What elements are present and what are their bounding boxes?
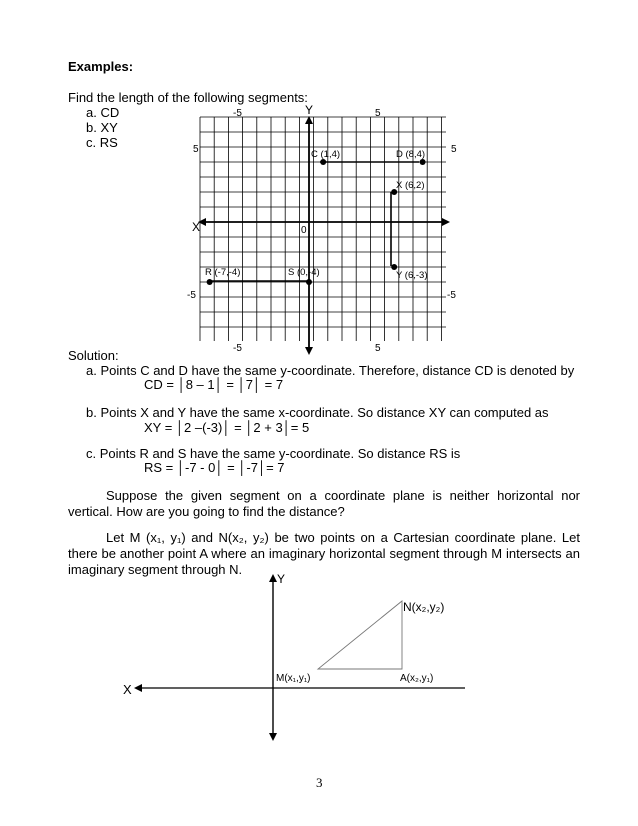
list-item-cd: a. CD <box>86 105 120 120</box>
point-label-r: R (-7,-4) <box>205 267 241 278</box>
solution-b-text: b. Points X and Y have the same x-coordinate. So distance XY can computed as <box>86 405 549 420</box>
solution-a-text: a. Points C and D have the same y-coordinate. Therefore, distance CD is denoted by <box>86 363 575 378</box>
point-label-n: N(x₂,y₂) <box>403 600 445 614</box>
y-axis-label-2: Y <box>277 572 286 586</box>
y-axis-arrow-down <box>305 347 313 355</box>
point-label-m: M(x₁,y₁) <box>276 673 311 684</box>
x-axis-arrow-left-2 <box>134 684 142 692</box>
point-label-a: A(x₂,y₁) <box>400 673 434 684</box>
tick-label: -5 <box>233 343 242 354</box>
solution-a-equation: CD = │8 – 1│ = │7│ = 7 <box>144 377 284 392</box>
list-item-xy: b. XY <box>86 120 118 135</box>
y-axis-arrow-down-2 <box>269 733 277 741</box>
examples-heading: Examples: <box>68 59 134 74</box>
point-5 <box>306 279 312 285</box>
tick-label: -5 <box>187 290 196 301</box>
page-number: 3 <box>316 775 323 790</box>
tick-label: 5 <box>193 144 199 155</box>
solution-b-equation: XY = │2 –(-3)│ = │2 + 3│= 5 <box>144 420 310 435</box>
right-triangle-diagram <box>0 560 638 750</box>
y-axis-arrow-up-2 <box>269 574 277 582</box>
x-axis-label: X <box>192 220 201 234</box>
tick-label: 5 <box>451 144 457 155</box>
point-label-c: C (1,4) <box>311 149 341 160</box>
solution-c-equation: RS = │-7 - 0│ = │-7│= 7 <box>144 460 285 475</box>
coordinate-grid-graph <box>0 0 638 360</box>
point-label-d: D (8,4) <box>396 149 426 160</box>
x-axis-label-2: X <box>123 682 132 697</box>
solution-c-text: c. Points R and S have the same y-coordinate. So distance RS is <box>86 446 461 461</box>
intro-text: Find the length of the following segments: <box>68 90 308 105</box>
point-4 <box>207 279 213 285</box>
paragraph-distance-question: Suppose the given segment on a coordinate plane is neither horizontal nor vertical. How are you going to find the distance? <box>68 488 580 519</box>
list-item-rs: c. RS <box>86 135 118 150</box>
paragraph-points-definition: Let M (x₁, y₁) and N(x₂, y₂) be two points on a Cartesian coordinate plane. Let there be another point A where an imaginary horizontal segment through M intersects an imaginary segment through N. <box>68 530 580 577</box>
point-label-s: S (0,-4) <box>288 267 320 278</box>
solution-title: Solution: <box>68 348 119 363</box>
tick-label: 5 <box>375 343 381 354</box>
tick-label: 5 <box>375 108 381 119</box>
y-axis-label: Y <box>305 103 314 117</box>
triangle-mna <box>318 601 402 669</box>
origin-label: 0 <box>301 225 307 236</box>
x-axis-arrow-right <box>442 218 450 226</box>
tick-label: -5 <box>447 290 456 301</box>
point-label-y: Y (6,-3) <box>396 270 428 281</box>
tick-label: -5 <box>233 108 242 119</box>
point-label-x: X (6,2) <box>396 180 425 191</box>
